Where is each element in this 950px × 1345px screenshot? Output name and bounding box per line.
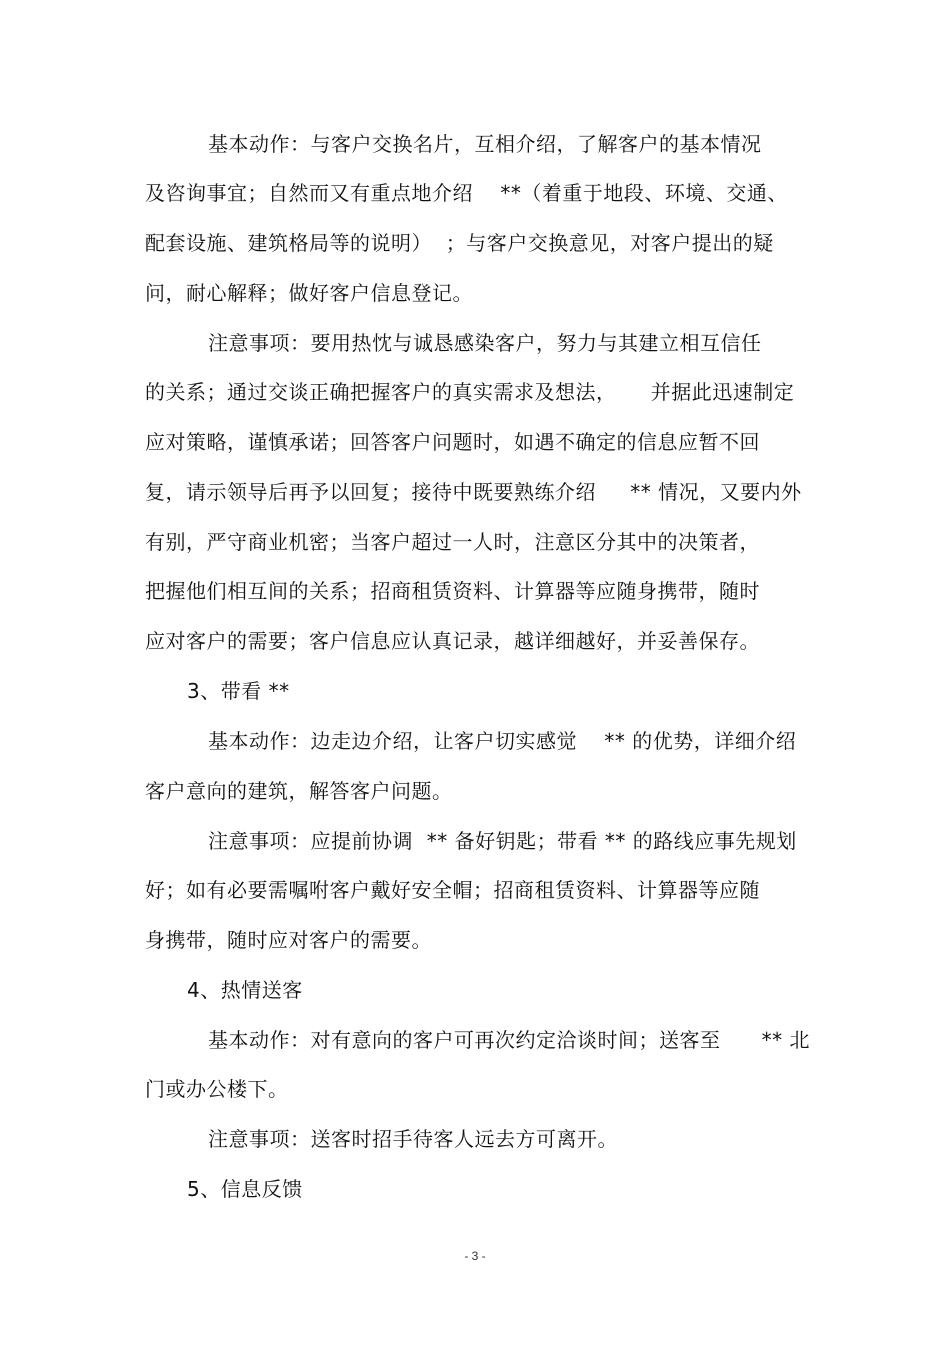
paragraph-line: 身携带，随时应对客户的需要。	[145, 928, 432, 952]
paragraph-line: 应对客户的需要；客户信息应认真记录，越详细越好，并妥善保存。	[145, 629, 760, 653]
paragraph-line: 的关系；通过交谈正确把握客户的真实需求及想法， 并据此迅速制定	[145, 380, 795, 404]
paragraph-line: 基本动作：边走边介绍，让客户切实感觉 ** 的优势，详细介绍	[208, 729, 797, 753]
paragraph-line: 把握他们相互间的关系；招商租赁资料、计算器等应随身携带，随时	[145, 579, 760, 603]
section-heading: 3、带看 **	[187, 679, 290, 703]
paragraph-line: 配套设施、建筑格局等的说明） ；与客户交换意见，对客户提出的疑	[145, 231, 774, 255]
paragraph-line: 有别，严守商业机密；当客户超过一人时，注意区分其中的决策者，	[145, 530, 760, 554]
page-number: - 3 -	[464, 1249, 486, 1263]
paragraph-line: 注意事项：送客时招手待客人远去方可离开。	[208, 1127, 618, 1151]
paragraph-line: 客户意向的建筑，解答客户问题。	[145, 779, 453, 803]
paragraph-line: 应对策略，谨慎承诺；回答客户问题时，如遇不确定的信息应暂不回	[145, 430, 760, 454]
paragraph-line: 好；如有必要需嘱咐客户戴好安全帽；招商租赁资料、计算器等应随	[145, 878, 760, 902]
paragraph-line: 基本动作：对有意向的客户可再次约定洽谈时间；送客至 ** 北	[208, 1028, 811, 1052]
paragraph-line: 基本动作：与客户交换名片，互相介绍，了解客户的基本情况	[208, 132, 762, 156]
section-heading: 5、信息反馈	[187, 1177, 303, 1201]
paragraph-line: 问，耐心解释；做好客户信息登记。	[145, 281, 473, 305]
paragraph-line: 注意事项：要用热忱与诚恳感染客户，努力与其建立相互信任	[208, 331, 762, 355]
paragraph-line: 门或办公楼下。	[145, 1077, 289, 1101]
paragraph-line: 复，请示领导后再予以回复；接待中既要熟练介绍 ** 情况，又要内外	[145, 480, 802, 504]
paragraph-line: 及咨询事宜；自然而又有重点地介绍 **（着重于地段、环境、交通、	[145, 181, 788, 205]
paragraph-line: 注意事项：应提前协调 ** 备好钥匙；带看 ** 的路线应事先规划	[208, 829, 797, 853]
section-heading: 4、热情送客	[187, 978, 303, 1002]
